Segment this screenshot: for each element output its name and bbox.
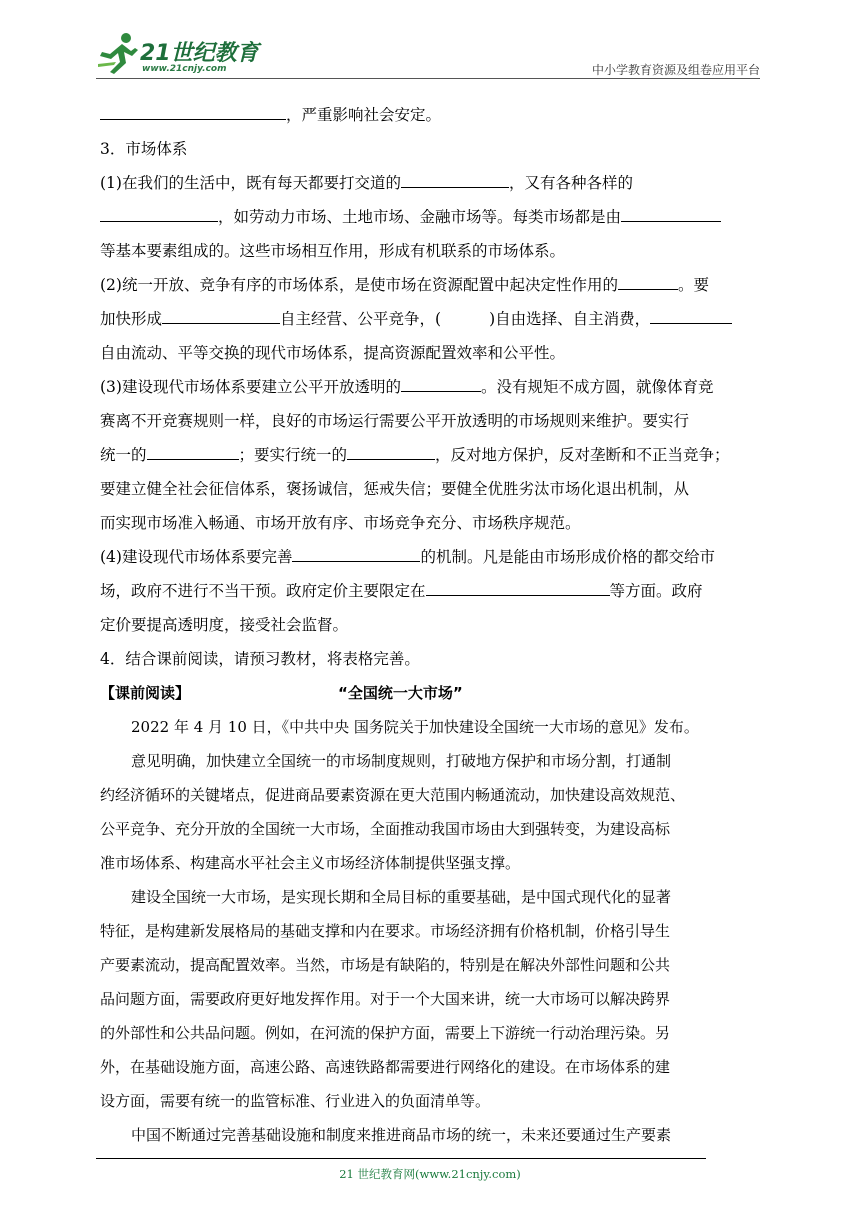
document-body [100, 98, 760, 1152]
article-line: 建设全国统一大市场，是实现长期和全局目标的重要基础，是中国式现代化的显著 [131, 888, 672, 906]
fill-blank[interactable] [162, 305, 280, 324]
fill-blank[interactable] [650, 305, 732, 324]
paragraph-line: 定价要提高透明度，接受社会监督。 [100, 616, 349, 634]
fill-blank[interactable] [621, 203, 721, 222]
fill-blank[interactable] [147, 441, 239, 460]
header-platform-text: 中小学教育资源及组卷应用平台 [591, 63, 760, 77]
page-header [96, 30, 760, 80]
paragraph-line: ，严重影响社会安定。 [100, 98, 760, 132]
fill-blank[interactable] [100, 203, 218, 222]
fill-blank[interactable] [292, 543, 420, 562]
paragraph-line: ，如劳动力市场、土地市场、金融市场等。每类市场都是由 [100, 200, 760, 234]
article-line: 的外部性和公共品问题。例如，在河流的保护方面，需要上下游统一行动治理污染。另 [100, 1024, 671, 1042]
reading-article [100, 710, 760, 1152]
paragraph-line: 赛离不开竞赛规则一样，良好的市场运行需要公平开放透明的市场规则来维护。要实行 [100, 412, 690, 430]
runner-logo-icon [96, 32, 142, 76]
reading-title: “全国统一大市场” [338, 684, 463, 702]
paragraph-line: (4)建设现代市场体系要完善 的机制。凡是能由市场形成价格的都交给市 [100, 540, 760, 574]
article-line: 外，在基础设施方面，高速公路、高速铁路都需要进行网络化的建设。在市场体系的建 [100, 1058, 671, 1076]
fill-blank[interactable] [618, 271, 678, 290]
paragraph-line: 加快形成 自主经营、公平竞争，( )自由选择、自主消费， [100, 302, 760, 336]
article-line: 中国不断通过完善基础设施和制度来推进商品市场的统一，未来还要通过生产要素 [131, 1126, 672, 1144]
article-line: 意见明确，加快建立全国统一的市场制度规则，打破地方保护和市场分割，打通制 [131, 752, 672, 770]
article-line: 品问题方面，需要政府更好地发挥作用。对于一个大国来讲，统一大市场可以解决跨界 [100, 990, 671, 1008]
header-divider [96, 78, 760, 79]
paragraph-line: (2)统一开放、竞争有序的市场体系，是使市场在资源配置中起决定性作用的 。要 [100, 268, 760, 302]
article-line: 特征，是构建新发展格局的基础支撑和内在要求。市场经济拥有价格机制，价格引导生 [100, 922, 671, 940]
paragraph-line: 而实现市场准入畅通、市场开放有序、市场竞争充分、市场秩序规范。 [100, 514, 581, 532]
footer-divider [96, 1158, 706, 1159]
article-line: 约经济循环的关键堵点，促进商品要素资源在更大范围内畅通流动，加快建设高效规范、 [100, 786, 686, 804]
paragraph-line: 场，政府不进行不当干预。政府定价主要限定在 等方面。政府 [100, 574, 760, 608]
article-line: 公平竞争、充分开放的全国统一大市场，全面推动我国市场由大到强转变，为建设高标 [100, 820, 671, 838]
paragraph-line: 要建立健全社会征信体系，褒扬诚信，惩戒失信；要健全优胜劣汰市场化退出机制，从 [100, 480, 690, 498]
paragraph-line: (1)在我们的生活中，既有每天都要打交道的 ，又有各种各样的 [100, 166, 760, 200]
logo-url: www.21cnjy.com [142, 64, 227, 74]
reading-heading [100, 676, 760, 710]
reading-label: 【课前阅读】 [100, 684, 191, 702]
paragraph-line: 自由流动、平等交换的现代市场体系，提高资源配置效率和公平性。 [100, 344, 566, 362]
article-line: 设方面，需要有统一的监管标准、行业进入的负面清单等。 [100, 1092, 491, 1110]
paragraph-line: 等基本要素组成的。这些市场相互作用，形成有机联系的市场体系。 [100, 242, 566, 260]
fill-blank[interactable] [401, 169, 509, 188]
paragraph-line: (3)建设现代市场体系要建立公平开放透明的 。没有规矩不成方圆，就像体育竞 [100, 370, 760, 404]
fill-blank[interactable] [426, 577, 610, 596]
article-line: 准市场体系、构建高水平社会主义市场经济体制提供坚强支撑。 [100, 854, 521, 872]
article-line: 产要素流动，提高配置效率。当然，市场是有缺陷的，特别是在解决外部性问题和公共 [100, 956, 671, 974]
article-line: 2022 年 4 月 10 日，《中共中央 国务院关于加快建设全国统一大市场的意见》发布。 [131, 718, 699, 736]
section-4-title: 4．结合课前阅读，请预习教材，将表格完善。 [100, 650, 420, 668]
fill-blank[interactable] [347, 441, 435, 460]
fill-blank[interactable] [100, 101, 286, 120]
page-footer: 21 世纪教育网(www.21cnjy.com) [339, 1167, 521, 1181]
logo [96, 30, 266, 78]
logo-text: 21世纪教育 [140, 41, 259, 66]
fill-blank[interactable] [401, 373, 481, 392]
paragraph-line: 统一的 ；要实行统一的 ，反对地方保护，反对垄断和不正当竞争； [100, 438, 760, 472]
section-3-title: 3．市场体系 [100, 140, 188, 158]
